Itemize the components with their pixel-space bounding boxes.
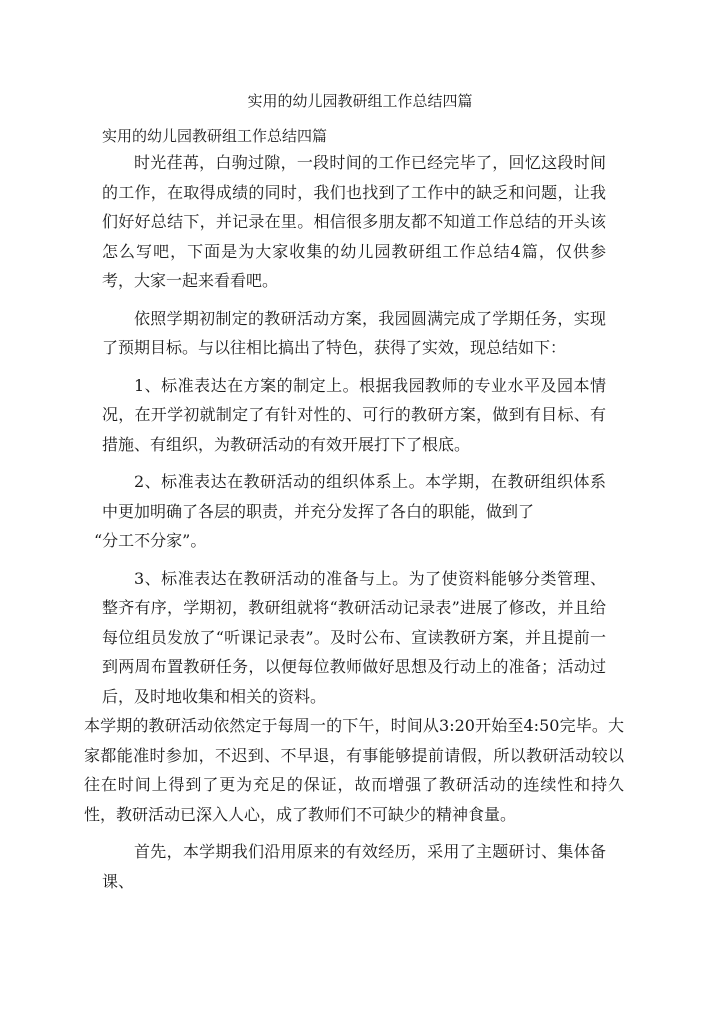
paragraph-first: 首先，本学期我们沿用原来的有效经历，采用了主题研讨、集体备课、 xyxy=(102,842,606,891)
document-body xyxy=(84,148,624,904)
paragraph-point-2-quote: “分工不分家”。 xyxy=(94,531,207,550)
document-subtitle: 实用的幼儿园教研组工作总结四篇 xyxy=(102,127,328,145)
paragraph-point-1: 1、标准表达在方案的制定上。根据我园教师的专业水平及园本情况，在开学初就制定了有针对性的、可行的教研方案，做到有目标、有措施、有组织，为教研活动的有效开展打下了根底。 xyxy=(102,375,606,454)
paragraph-point-3: 3、标准表达在教研活动的准备与上。为了使资料能够分类管理、整齐有序，学期初，教研组就将“教研活动记录表”进展了修改，并且给每位组员发放了“听课记录表”。及时公布、宣读教研方案，并且提前一到两周布置教研任务，以便每位教师做好思想及行动上的准备；活动过后，及时地收集和相关的资料。 xyxy=(102,568,606,706)
paragraph-schedule: 本学期的教研活动依然定于每周一的下午，时间从3:20开始至4:50完毕。大家都能准时参加，不迟到、不早退，有事能够提前请假，所以教研活动较以往在时间上得到了更为充足的保证，故而增强了教研活动的连续性和持久性，教研活动已深入人心，成了教师们不可缺少的精神食量。 xyxy=(84,716,624,824)
paragraph-intro: 时光荏苒，白驹过隙，一段时间的工作已经完毕了，回忆这段时间的工作，在取得成绩的同时，我们也找到了工作中的缺乏和问题，让我们好好总结下，并记录在里。相信很多朋友都不知道工作总结的开头该怎么写吧，下面是为大家收集的幼儿园教研组工作总结4篇，仅供参考，大家一起来看看吧。 xyxy=(102,153,606,290)
document-title: 实用的幼儿园教研组工作总结四篇 xyxy=(247,92,473,110)
paragraph-point-2: 2、标准表达在教研活动的组织体系上。本学期，在教研组织体系中更加明确了各层的职责，并充分发挥了各白的职能，做到了 xyxy=(102,472,606,521)
paragraph-plan: 依照学期初制定的教研活动方案，我园圆满完成了学期任务，实现了预期目标。与以往相比搞出了特色，获得了实效，现总结如下： xyxy=(102,308,606,357)
